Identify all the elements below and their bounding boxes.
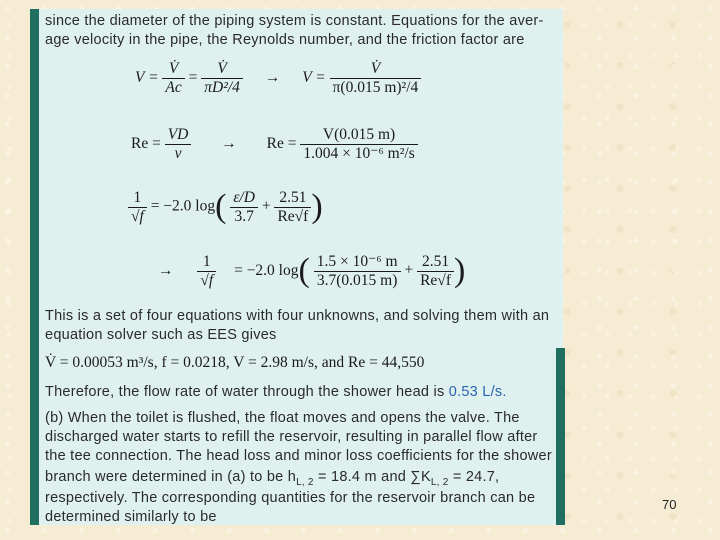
reynolds-fraction-2: $\frac{V(0.015 m)}{\text{1.004 × 10⁻⁶ m²/s}}$ xyxy=(300,126,417,163)
page-number: 70 xyxy=(662,497,677,512)
solution-values: V̇ = 0.00053 m³/s, f = 0.0218, V = 2.98 m/s, and Re = 44,550 xyxy=(45,354,425,371)
velocity-fraction-1: $\frac{V̇}{Ac}$ xyxy=(162,60,184,97)
paragraph-solver-line-1: This is a set of four equations with four unknowns, and solving them with an xyxy=(45,308,550,324)
paragraph-b-line-2: discharged water starts to refill the reservoir, resulting in parallel flow after xyxy=(45,429,538,445)
paragraph-b-line-4: branch were determined in (a) to be $h_{L, 2} = 18.4$ m and $\sum K_{L, 2} = 24.7$, xyxy=(45,469,500,488)
arrow-icon: → xyxy=(158,261,174,279)
velocity-fraction-3: $\frac{V̇}{\text{π(0.015 m)²/4}}$ xyxy=(330,60,422,97)
left-accent-bar xyxy=(30,9,39,525)
arrow-icon: → xyxy=(221,135,237,153)
flow-rate-highlight: 0.53 L/s. xyxy=(448,384,507,400)
equation-velocity: V = $\frac{V̇}{Ac}$ = $\frac{V̇}{\text{πD²/4}}$ → V = $\frac{V̇}{\text{π(0.015 m)²/4}}$ xyxy=(135,60,421,97)
right-accent-bar xyxy=(556,348,565,525)
arrow-icon: → xyxy=(264,69,281,87)
paragraph-intro-line-1: since the diameter of the piping system is constant. Equations for the aver- xyxy=(45,13,544,29)
paragraph-flow-rate: Therefore, the flow rate of water through the shower head is 0.53 L/s. xyxy=(45,384,507,400)
equation-reynolds: Re = $\frac{VD}{\nu}$ → Re = $\frac{V(0.015 m)}{\text{1.004 × 10⁻⁶ m²/s}}$ xyxy=(131,126,418,163)
paragraph-b-line-6: determined similarly to be xyxy=(45,509,217,525)
paragraph-solver-line-2: equation solver such as EES gives xyxy=(45,327,277,343)
paragraph-intro-line-2: age velocity in the pipe, the Reynolds number, and the friction factor are xyxy=(45,32,525,48)
paragraph-b-line-3: the tee connection. The head loss and minor loss coefficients for the shower xyxy=(45,448,552,464)
reynolds-fraction-1: $\frac{VD}{\nu}$ xyxy=(165,126,192,163)
paragraph-b-line-5: respectively. The corresponding quantities for the reservoir branch can be xyxy=(45,490,536,506)
equation-colebrook: $\frac{1}{√f}$ = −2.0 log( $\frac{\varepsilon/D}{3.7}$ + $\frac{2.51}{Re√f}$ ) xyxy=(128,188,323,226)
velocity-fraction-2: $\frac{V̇}{\text{πD²/4}}$ xyxy=(201,60,243,97)
equation-colebrook-specific: → $\frac{1}{√f}$ = −2.0 log( $\frac{\text{1.5 × 10⁻⁶ m}}{3.7(0.015 m)}$ + $\frac{2.51}{Re√f}$ ) xyxy=(158,252,466,289)
velocity-lhs: V = xyxy=(135,69,159,87)
paragraph-b-line-1: (b) When the toilet is flushed, the float moves and opens the valve. The xyxy=(45,410,520,426)
